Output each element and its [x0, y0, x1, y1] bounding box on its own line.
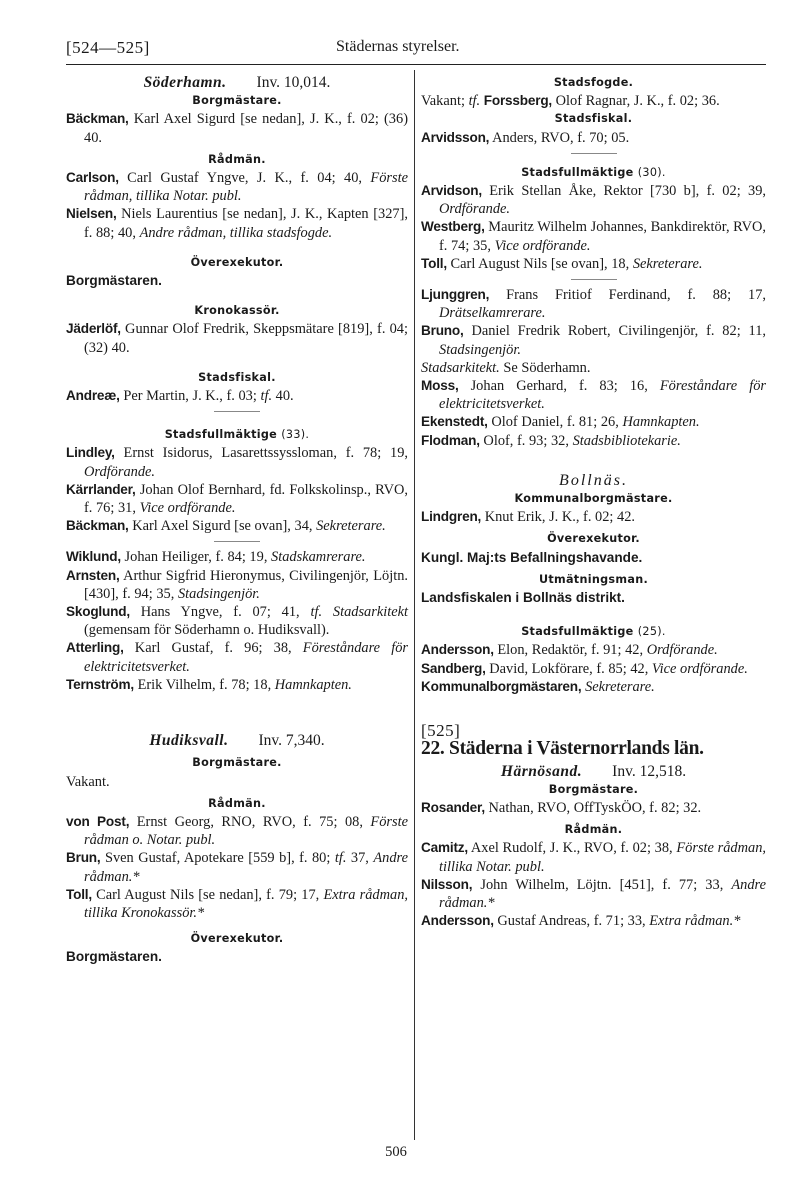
city-heading-harnosand: [421, 763, 766, 781]
entry: Bäckman, Karl Axel Sigurd [se ovan], 34, Sekreterare.: [66, 518, 386, 535]
entry: Arnsten, Arthur Sigfrid Hieronymus, Civilingenjör, Löjtn. [430], f. 94; 35, Stadsingenjör.: [66, 567, 408, 602]
separator: [214, 541, 260, 542]
section-heading: Rådmän.: [564, 823, 623, 837]
city-heading-hudiksvall: [66, 732, 408, 750]
separator: [571, 279, 617, 280]
entry: Vakant; tf. Forssberg, Olof Ragnar, J. K., f. 02; 36.: [421, 93, 720, 110]
entry: Stadsarkitekt. Se Söderhamn.: [421, 359, 591, 376]
entry: Carlson, Carl Gustaf Yngve, J. K., f. 04; 40, Förste rådman, tillika Notar. publ.: [66, 170, 408, 205]
section-heading: Utmätningsman.: [538, 572, 649, 586]
entry: Skoglund, Hans Yngve, f. 07; 41, tf. Stadsarkitekt (gemensam för Söderhamn o. Hudiksvall).: [66, 604, 409, 639]
running-title: Städernas styrelser.: [336, 38, 460, 55]
entry: Borgmästaren.: [66, 949, 162, 965]
entry: Ekenstedt, Olof Daniel, f. 81; 26, Hamnkapten.: [421, 414, 700, 431]
city-name: Söderhamn.: [143, 74, 227, 91]
section-heading: Stadsfiskal.: [554, 112, 633, 126]
city-name: Härnösand.: [500, 762, 583, 780]
page-range: [524—525]: [66, 38, 150, 57]
entry: Wiklund, Johan Heiliger, f. 84; 19, Stadskamrerare.: [66, 549, 366, 566]
entry: Flodman, Olof, f. 93; 32, Stadsbibliotekarie.: [421, 432, 681, 449]
entry: Andersson, Elon, Redaktör, f. 91; 42, Ordförande.: [421, 642, 718, 659]
entry: Arvidson, Erik Stellan Åke, Rektor [730 b], f. 02; 39, Ordförande.: [421, 183, 766, 218]
entry: von Post, Ernst Georg, RNO, RVO, f. 75; 08, Förste rådman o. Notar. publ.: [66, 813, 408, 849]
section-heading: Stadsfullmäktige (30).: [521, 165, 666, 179]
entry: Nielsen, Niels Laurentius [se nedan], J. K., Kapten [327], f. 88; 40, Andre rådman, tillika stadsfogde.: [66, 206, 408, 241]
right-column: [421, 74, 766, 930]
section-heading: Överexekutor.: [190, 255, 284, 269]
section-heading: Borgmästare.: [548, 782, 639, 796]
entry: Nilsson, John Wilhelm, Löjtn. [451], f. 77; 33, Andre rådman.*: [421, 876, 766, 911]
entry: Bäckman, Karl Axel Sigurd [se nedan], J. K., f. 02; (36) 40.: [66, 111, 408, 146]
page-marker: [525]: [421, 721, 461, 741]
entry: Moss, Johan Gerhard, f. 83; 16, Föreståndare för elektricitetsverket.: [421, 378, 767, 413]
entry: Andreæ, Per Martin, J. K., f. 03; tf. 40.: [66, 388, 294, 405]
section-heading: Borgmästare.: [192, 94, 282, 108]
section-heading: Överexekutor.: [547, 532, 640, 546]
entry: Arvidsson, Anders, RVO, f. 70; 05.: [421, 129, 630, 146]
entry: Camitz, Axel Rudolf, J. K., RVO, f. 02; 38, Förste rådman, tillika Notar. publ.: [421, 840, 766, 875]
entry: Brun, Sven Gustaf, Apotekare [559 b], f. 80; tf. 37, Andre rådman.*: [66, 850, 409, 885]
entry: Bruno, Daniel Fredrik Robert, Civilingenjör, f. 82; 11, Stadsingenjör.: [421, 323, 766, 358]
entry: Borgmästaren.: [66, 273, 162, 289]
separator: [214, 411, 260, 412]
section-heading: Kronokassör.: [194, 304, 280, 318]
section-heading: Kommunalborgmästare.: [514, 492, 673, 506]
entry: Kommunalborgmästaren, Sekreterare.: [421, 678, 655, 695]
entry: Jäderlöf, Gunnar Olof Fredrik, Skeppsmätare [819], f. 04; (32) 40.: [66, 321, 408, 356]
city-heading-bollnas: Bollnäs.: [559, 471, 628, 489]
section-heading: Stadsfullmäktige (33).: [164, 428, 310, 442]
section-heading: Rådmän.: [208, 152, 266, 166]
entry: Andersson, Gustaf Andreas, f. 71; 33, Extra rådman.*: [421, 913, 741, 930]
entry: Westberg, Mauritz Wilhelm Johannes, Bankdirektör, RVO, f. 74; 35, Vice ordförande.: [421, 219, 766, 254]
page-number: 506: [385, 1144, 407, 1160]
entry: Ljunggren, Frans Fritiof Ferdinand, f. 88; 17, Drätselkamrerare.: [421, 287, 766, 322]
running-header: [66, 38, 766, 62]
header-rule: [66, 64, 766, 65]
entry: Kungl. Maj:ts Befallningshavande.: [421, 549, 643, 565]
left-column: [66, 74, 408, 967]
section-heading: Överexekutor.: [190, 932, 284, 946]
section-heading: Rådmän.: [208, 796, 266, 810]
section-heading: Stadsfiskal.: [198, 370, 276, 384]
section-heading: Borgmästare.: [192, 756, 282, 770]
section-heading: Stadsfullmäktige (25).: [521, 625, 666, 639]
inventory-count: Inv. 10,014.: [256, 74, 331, 91]
separator: [571, 153, 617, 154]
county-heading: 22. Städerna i Västernorrlands län.: [421, 738, 704, 760]
entry: Vakant.: [66, 773, 110, 790]
entry: Sandberg, David, Lokförare, f. 85; 42, Vice ordförande.: [421, 660, 748, 677]
inventory-count: Inv. 7,340.: [258, 732, 325, 750]
section-heading: Stadsfogde.: [553, 76, 634, 89]
entry: Ternström, Erik Vilhelm, f. 78; 18, Hamnkapten.: [66, 676, 352, 693]
city-name: Hudiksvall.: [149, 732, 229, 750]
entry: Toll, Carl August Nils [se nedan], f. 79; 17, Extra rådman, tillika Kronokassör.*: [66, 886, 408, 921]
city-heading-soderhamn: [66, 74, 408, 92]
entry: Landsfiskalen i Bollnäs distrikt.: [421, 590, 625, 606]
column-divider: [414, 70, 415, 1140]
entry: Atterling, Karl Gustaf, f. 96; 38, Föreståndare för elektricitetsverket.: [66, 640, 408, 675]
entry: Lindgren, Knut Erik, J. K., f. 02; 42.: [421, 509, 636, 526]
entry: Kärrlander, Johan Olof Bernhard, fd. Folkskolinsp., RVO, f. 76; 31, Vice ordförande.: [66, 481, 408, 517]
inventory-count: Inv. 12,518.: [612, 762, 687, 780]
entry: Toll, Carl August Nils [se ovan], 18, Sekreterare.: [421, 255, 703, 272]
entry: Rosander, Nathan, RVO, OffTyskÖO, f. 82; 32.: [421, 799, 702, 816]
entry: Lindley, Ernst Isidorus, Lasarettssyssloman, f. 78; 19, Ordförande.: [66, 445, 408, 480]
